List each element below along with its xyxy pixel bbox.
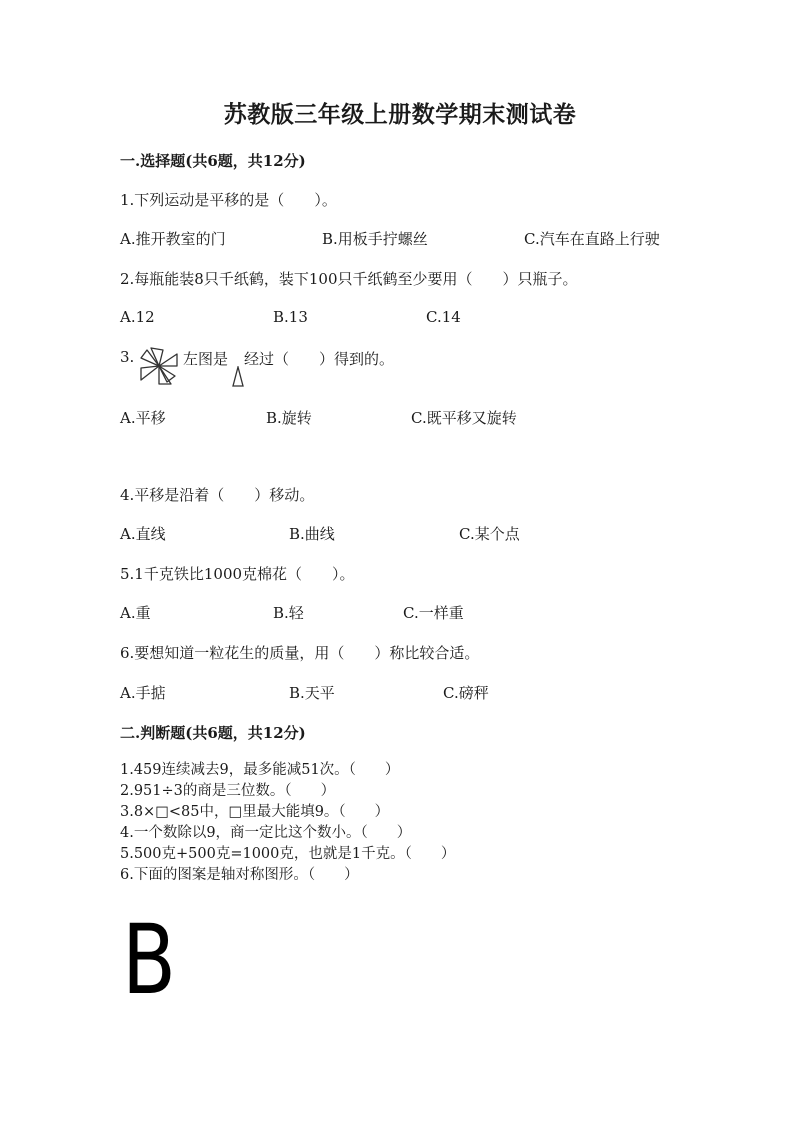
tf-item-5: 5.500克+500克=1000克，也就是1千克。（ ） [120, 846, 456, 862]
section-heading-choice: 一.选择题(共6题，共12分) [120, 152, 306, 170]
q4-option-c: C.某个点 [459, 525, 520, 543]
q3-option-b: B.旋转 [266, 409, 312, 427]
q4-option-b: B.曲线 [289, 525, 335, 543]
q3-option-a: A.平移 [120, 409, 166, 427]
tf-item-2: 2.951÷3的商是三位数。（ ） [120, 783, 336, 799]
q2-option-a: A.12 [120, 308, 155, 326]
tf-item-6: 6.下面的图案是轴对称图形。（ ） [120, 867, 359, 883]
question-3-text-a: 左图是 [183, 350, 229, 368]
question-3-text-b: 经过（ ）得到的。 [244, 350, 395, 368]
q2-option-c: C.14 [426, 308, 461, 326]
page-title: 苏教版三年级上册数学期末测试卷 [223, 101, 577, 128]
q6-option-c: C.磅秤 [443, 684, 489, 702]
question-2: 2.每瓶能装8只千纸鹤，装下100只千纸鹤至少要用（ ）只瓶子。 [120, 270, 578, 288]
q3-option-c: C.既平移又旋转 [411, 409, 517, 427]
section-heading-true-false: 二.判断题(共6题，共12分) [120, 724, 306, 742]
q6-option-a: A.手掂 [120, 684, 166, 702]
q1-option-b: B.用板手拧螺丝 [322, 230, 428, 248]
q5-option-b: B.轻 [273, 604, 304, 622]
tf-item-4: 4.一个数除以9，商一定比这个数小。（ ） [120, 825, 412, 841]
tf-item-1: 1.459连续减去9，最多能减51次。（ ） [120, 762, 400, 778]
q1-option-a: A.推开教室的门 [120, 230, 226, 248]
question-6: 6.要想知道一粒花生的质量，用（ ）称比较合适。 [120, 644, 480, 662]
q2-option-b: B.13 [273, 308, 308, 326]
question-5: 5.1千克铁比1000克棉花（ ）。 [120, 565, 355, 583]
q5-option-a: A.重 [120, 604, 151, 622]
letter-b-figure: B [122, 904, 177, 1016]
triangle-figure [231, 366, 245, 388]
q4-option-a: A.直线 [120, 525, 166, 543]
pinwheel-figure [137, 346, 181, 386]
tf-item-3: 3.8×□<85中，□里最大能填9。（ ） [120, 804, 390, 820]
q5-option-c: C.一样重 [403, 604, 464, 622]
question-3-number: 3. [120, 348, 135, 366]
q6-option-b: B.天平 [289, 684, 335, 702]
question-4: 4.平移是沿着（ ）移动。 [120, 486, 315, 504]
q1-option-c: C.汽车在直路上行驶 [524, 230, 660, 248]
question-1: 1.下列运动是平移的是（ ）。 [120, 191, 337, 209]
